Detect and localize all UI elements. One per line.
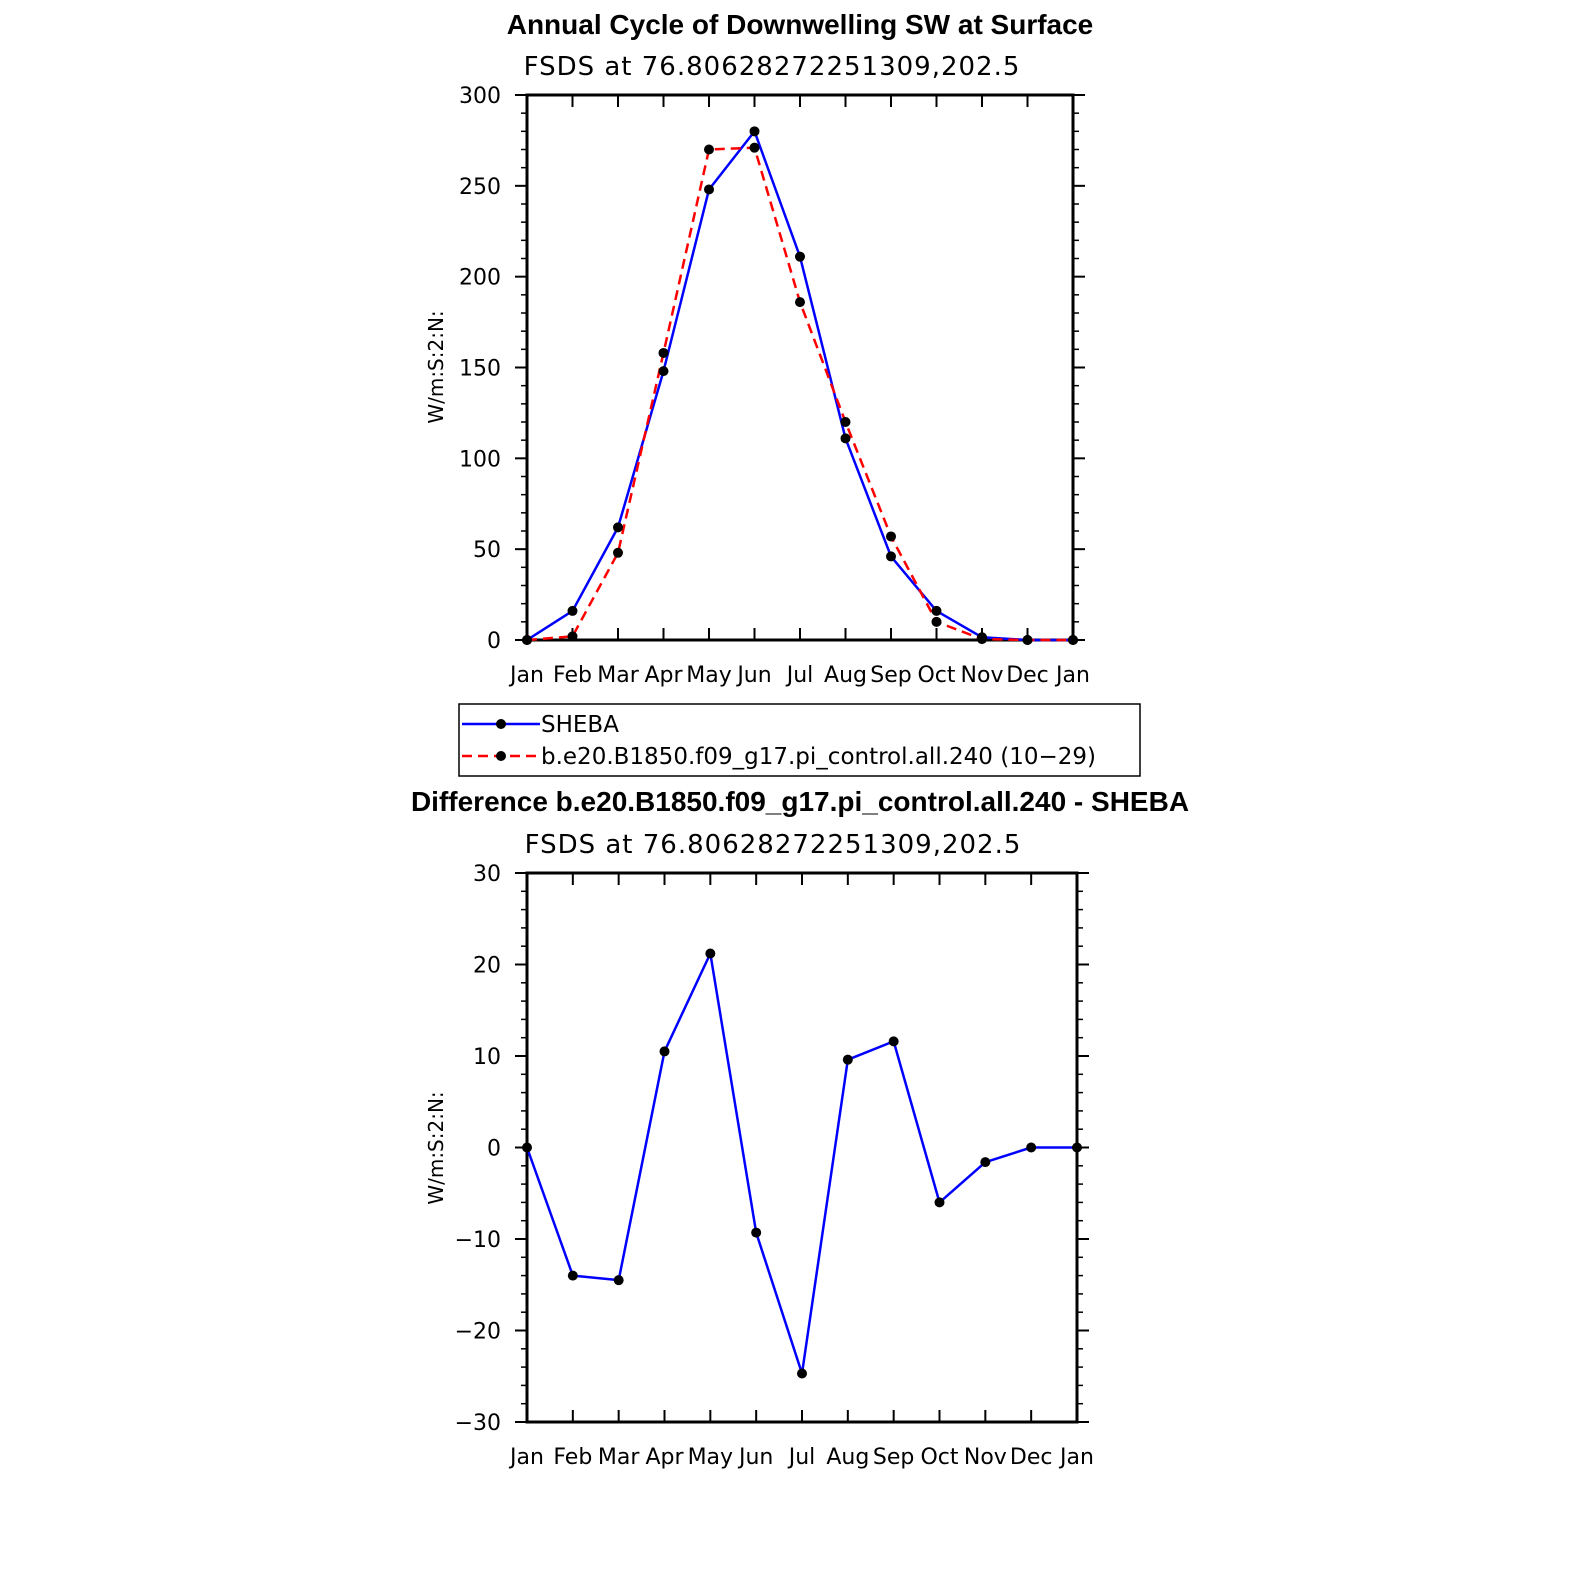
data-point <box>704 184 714 194</box>
data-point <box>980 1157 990 1167</box>
x-tick-label: Apr <box>644 663 683 688</box>
x-tick-label: Sep <box>870 663 912 688</box>
x-tick-label: Apr <box>645 1445 684 1470</box>
data-point <box>750 126 760 136</box>
x-tick-label: May <box>687 1445 734 1470</box>
x-tick-label: Dec <box>1009 1445 1053 1470</box>
data-point <box>1023 635 1033 645</box>
data-point <box>568 606 578 616</box>
x-tick-label: Feb <box>553 663 592 688</box>
x-tick-label: Nov <box>960 663 1004 688</box>
data-point <box>841 433 851 443</box>
data-point <box>886 551 896 561</box>
plot-frame <box>527 95 1073 640</box>
y-axis-label: W/m:S:2:N: <box>424 1091 448 1205</box>
legend-label-model: b.e20.B1850.f09_g17.pi_control.all.240 (10−29) <box>541 744 1096 770</box>
x-tick-label: Jan <box>1056 663 1090 688</box>
legend-marker-model <box>496 751 506 761</box>
chart-title: Difference b.e20.B1850.f09_g17.pi_control.all.240 - SHEBA <box>410 786 1190 817</box>
x-tick-label: Jan <box>510 1445 544 1470</box>
x-tick-label: Mar <box>597 1445 640 1470</box>
y-tick-label: 250 <box>459 174 501 200</box>
x-tick-label: Aug <box>826 1445 870 1470</box>
x-tick-label: Jan <box>510 663 544 688</box>
x-tick-label: Jun <box>737 663 772 688</box>
x-tick-label: Sep <box>872 1445 915 1470</box>
x-tick-label: May <box>686 663 732 688</box>
data-point <box>795 297 805 307</box>
data-point <box>704 145 714 155</box>
series-group <box>522 949 1082 1379</box>
y-tick-label: 200 <box>459 265 501 291</box>
axis-ticks <box>459 84 1090 688</box>
legend-label-sheba: SHEBA <box>541 712 619 738</box>
chart-subtitle: FSDS at 76.80628272251309,202.5 <box>524 830 1022 860</box>
data-point <box>889 1036 899 1046</box>
legend <box>459 704 1140 776</box>
y-tick-label: 0 <box>487 1136 501 1162</box>
data-point <box>751 1228 761 1238</box>
data-point <box>1068 635 1078 645</box>
data-point <box>843 1055 853 1065</box>
x-tick-label: Jul <box>786 663 814 688</box>
data-point <box>750 143 760 153</box>
data-point <box>613 548 623 558</box>
chart-title: Annual Cycle of Downwelling SW at Surface <box>506 9 1094 40</box>
x-tick-label: Jun <box>738 1445 774 1470</box>
data-point <box>1072 1143 1082 1153</box>
y-tick-label: 30 <box>473 862 501 887</box>
data-point <box>932 606 942 616</box>
x-tick-label: Oct <box>917 663 956 688</box>
series-group <box>522 126 1078 645</box>
x-tick-label: Aug <box>824 663 867 688</box>
y-tick-label: 100 <box>459 447 501 473</box>
data-point <box>659 348 669 358</box>
data-point <box>1026 1143 1036 1153</box>
data-point <box>886 531 896 541</box>
plot-frame <box>527 873 1077 1422</box>
x-tick-label: Jan <box>1060 1445 1094 1470</box>
y-tick-label: 50 <box>473 538 501 564</box>
series-line-0 <box>527 954 1077 1374</box>
y-tick-label: −30 <box>454 1411 501 1436</box>
x-tick-label: Oct <box>920 1445 959 1470</box>
y-axis-label: W/m:S:2:N: <box>424 310 448 424</box>
axis-ticks <box>455 862 1094 1470</box>
annual-cycle-panel <box>424 9 1140 776</box>
x-tick-label: Mar <box>597 663 639 688</box>
y-tick-label: 0 <box>487 629 501 654</box>
legend-marker-sheba <box>496 719 506 729</box>
x-tick-label: Nov <box>963 1445 1007 1470</box>
data-point <box>977 634 987 644</box>
y-tick-label: −20 <box>454 1319 501 1345</box>
data-point <box>935 1197 945 1207</box>
data-point <box>522 635 532 645</box>
y-tick-label: 300 <box>459 84 501 109</box>
data-point <box>522 1143 532 1153</box>
data-point <box>568 1271 578 1281</box>
data-point <box>568 631 578 641</box>
data-point <box>613 522 623 532</box>
data-point <box>660 1046 670 1056</box>
y-tick-label: −10 <box>454 1228 501 1253</box>
data-point <box>659 366 669 376</box>
y-tick-label: 20 <box>473 953 501 979</box>
data-point <box>797 1369 807 1379</box>
data-point <box>932 617 942 627</box>
y-tick-label: 10 <box>473 1045 501 1070</box>
x-tick-label: Dec <box>1006 663 1049 688</box>
data-point <box>705 949 715 959</box>
chart-subtitle: FSDS at 76.80628272251309,202.5 <box>523 52 1021 82</box>
data-point <box>795 252 805 262</box>
data-point <box>841 417 851 427</box>
y-tick-label: 150 <box>459 356 501 382</box>
data-point <box>614 1275 624 1285</box>
difference-panel <box>411 786 1189 1470</box>
x-tick-label: Feb <box>553 1445 593 1470</box>
series-line-0 <box>527 131 1073 640</box>
x-tick-label: Jul <box>788 1445 816 1470</box>
series-line-1 <box>527 148 1073 640</box>
